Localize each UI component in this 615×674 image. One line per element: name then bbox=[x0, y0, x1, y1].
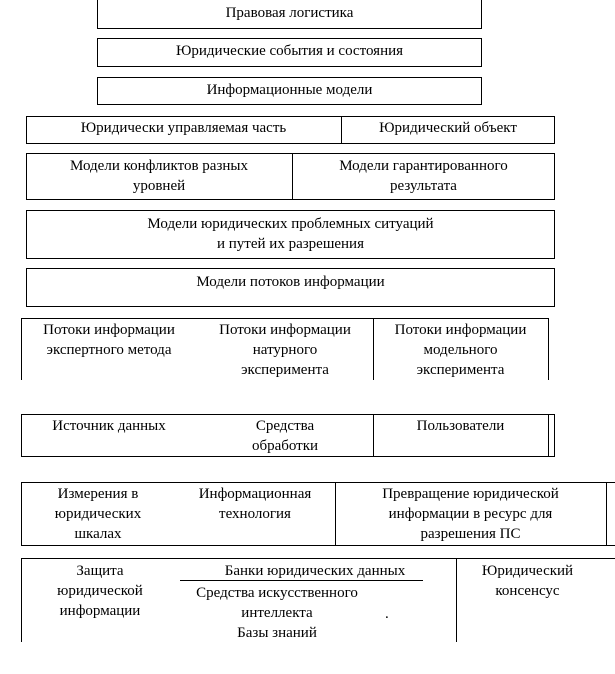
node-conflict-models bbox=[26, 156, 292, 196]
node-information-to-resource bbox=[335, 484, 606, 544]
text-line: консенсус bbox=[495, 583, 560, 599]
node-legal-consensus bbox=[456, 561, 599, 601]
node-legal-logistics-label: Правовая логистика bbox=[225, 5, 354, 21]
text-line: Модели гарантированного bbox=[339, 158, 508, 174]
node-information-technology bbox=[175, 484, 335, 524]
text-line: Средства bbox=[255, 418, 315, 434]
text-line: эксперимента bbox=[416, 362, 505, 378]
text-line: натурного bbox=[252, 342, 318, 358]
stray-dot: . bbox=[385, 606, 389, 622]
text-line: Потоки информации bbox=[219, 322, 351, 338]
node-model-experiment-flows bbox=[373, 320, 548, 380]
text-line: Базы знаний bbox=[237, 625, 317, 641]
text-line: Модели конфликтов разных bbox=[70, 158, 248, 174]
node-information-flow-models-label: Модели потоков информации bbox=[196, 274, 385, 290]
text-line: Юридический bbox=[481, 563, 574, 579]
text-line: шкалах bbox=[74, 526, 122, 542]
node-users: Пользователи bbox=[416, 418, 505, 434]
text-line: юридических bbox=[54, 506, 142, 522]
text-line: уровней bbox=[132, 178, 186, 194]
text-line: Потоки информации bbox=[394, 322, 527, 338]
text-line: интеллекта bbox=[241, 605, 313, 621]
node-field-experiment-flows bbox=[197, 320, 373, 380]
text-line: Измерения в bbox=[57, 486, 139, 502]
node-legally-controlled-part: Юридически управляемая часть bbox=[80, 120, 287, 136]
text-line: технология bbox=[219, 506, 291, 522]
row8-right-line bbox=[548, 318, 549, 380]
text-line: Информационная bbox=[198, 486, 312, 502]
node-data-source: Источник данных bbox=[52, 418, 166, 434]
node-problem-situation-models-label bbox=[26, 214, 555, 254]
node-legal-object: Юридический объект bbox=[379, 120, 517, 136]
node-legal-info-protection bbox=[21, 561, 179, 621]
node-ai-and-knowledge-bases bbox=[183, 583, 371, 643]
divider bbox=[548, 414, 549, 457]
divider bbox=[606, 482, 607, 545]
text-line: экспертного метода bbox=[46, 342, 172, 358]
node-processing-tools bbox=[197, 416, 373, 456]
node-legal-data-banks: Банки юридических данных bbox=[224, 563, 406, 579]
row10-bottom-line bbox=[21, 545, 615, 546]
node-legal-events-label: Юридические события и состояния bbox=[175, 43, 404, 59]
text-line: Модели юридических проблемных ситуаций bbox=[147, 216, 434, 232]
text-line: разрешения ПС bbox=[420, 526, 521, 542]
text-line: Защита bbox=[76, 563, 124, 579]
text-line: модельного bbox=[423, 342, 498, 358]
text-line: Средства искусственного bbox=[196, 585, 358, 601]
row10-top-line bbox=[21, 482, 615, 483]
text-line: результата bbox=[390, 178, 457, 194]
text-line: Потоки информации bbox=[43, 322, 175, 338]
row8-top-line bbox=[21, 318, 549, 319]
node-legal-scale-measurements bbox=[21, 484, 175, 544]
node-information-models-label: Информационные модели bbox=[206, 82, 373, 98]
text-line: и путей их разрешения bbox=[217, 236, 364, 252]
text-line: Превращение юридической bbox=[382, 486, 559, 502]
node-guaranteed-result-models bbox=[292, 156, 555, 196]
text-line: обработки bbox=[251, 438, 319, 454]
text-line: юридической bbox=[57, 583, 143, 599]
text-line: эксперимента bbox=[241, 362, 329, 378]
text-line: информации bbox=[59, 603, 141, 619]
text-line: информации в ресурс для bbox=[388, 506, 553, 522]
row11-top-line bbox=[21, 558, 615, 559]
node-expert-method-flows bbox=[21, 320, 197, 360]
